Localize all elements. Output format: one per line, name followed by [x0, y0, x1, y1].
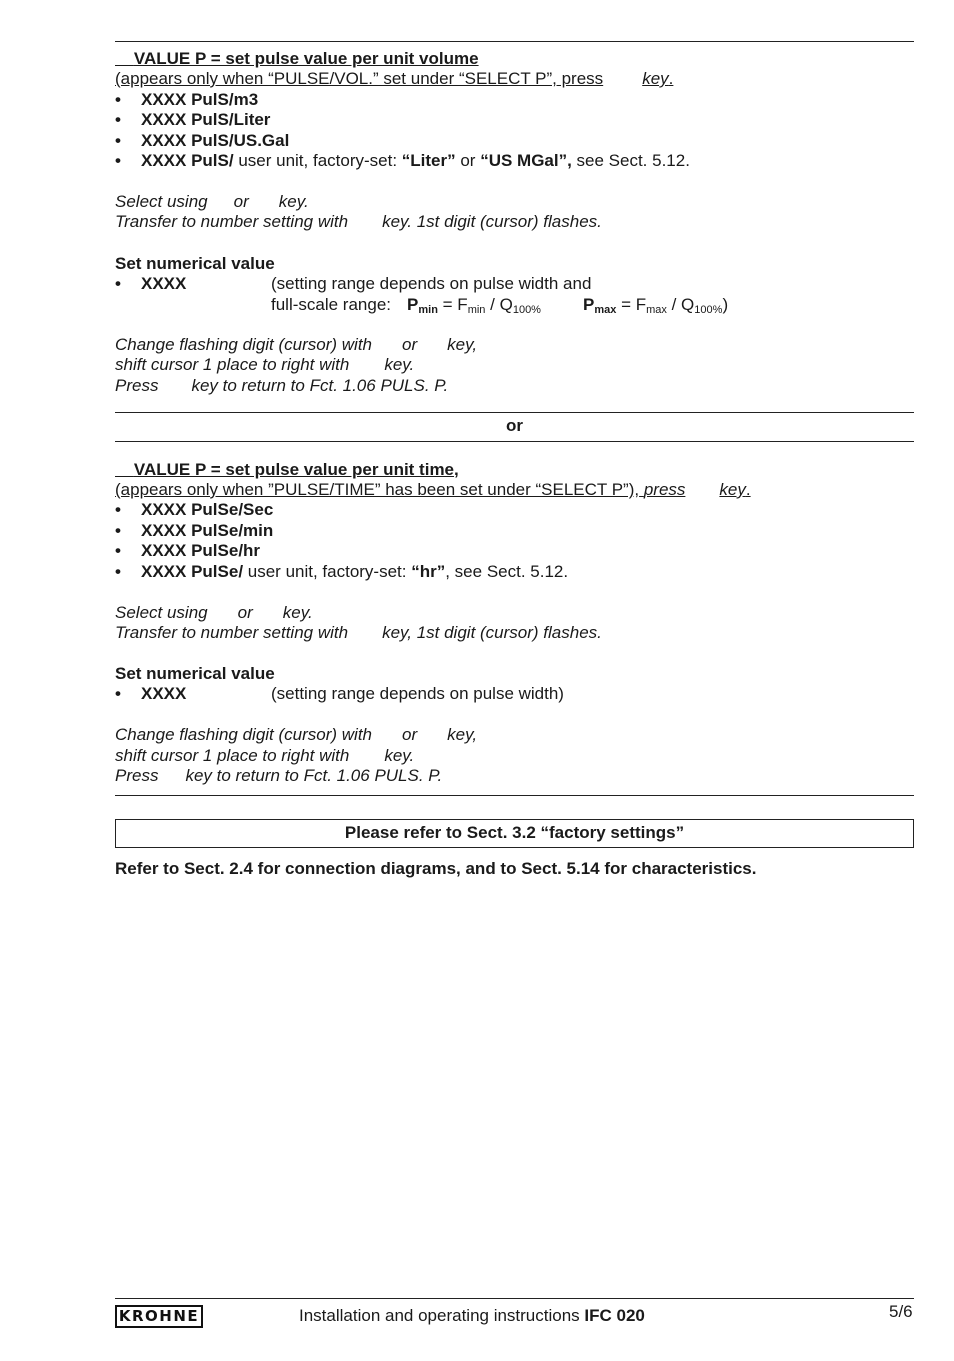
- full-scale-range-formula: full-scale range: $P_{min} = F_{min} / Q_{100\%}$ $P_{max} = F_{max} / Q_{100\%}$): [271, 295, 729, 316]
- section1-heading: VALUE P = set pulse value per unit volume: [133, 49, 479, 68]
- list-item: • XXXX: [115, 684, 187, 703]
- page-number: 5/6: [889, 1302, 913, 1321]
- transfer-instruction: Transfer to number setting with key, 1st digit (cursor) flashes.: [115, 623, 602, 642]
- list-item: • XXXX PulSe/Sec: [115, 500, 274, 519]
- shift-cursor-instruction: shift cursor 1 place to right with key.: [115, 746, 415, 765]
- list-item: • XXXX PulS/ user unit, factory-set: “Liter” or “US MGal”, see Sect. 5.12.: [115, 151, 690, 170]
- change-digit-instruction: Change flashing digit (cursor) with or key,: [115, 725, 478, 744]
- separator-rule: [115, 412, 914, 413]
- factory-settings-notice: Please refer to Sect. 3.2 “factory settings”: [115, 819, 914, 848]
- list-item: • XXXX: [115, 274, 187, 293]
- section2-appears-note: (appears only when ”PULSE/TIME” has been set under “SELECT P”), press key.: [115, 480, 751, 499]
- setting-range-note: (setting range depends on pulse width and: [271, 274, 592, 293]
- section2-heading: VALUE P = set pulse value per unit time,: [133, 460, 459, 479]
- krohne-logo: KROHNE: [115, 1305, 203, 1328]
- footer-title: Installation and operating instructions IFC 020: [299, 1306, 645, 1325]
- press-return-instruction: Press key to return to Fct. 1.06 PULS. P.: [115, 376, 449, 395]
- select-instruction: Select using or key.: [115, 603, 313, 622]
- or-separator: or: [506, 416, 523, 435]
- list-item: • XXXX PulSe/hr: [115, 541, 261, 560]
- refer-note: Refer to Sect. 2.4 for connection diagrams, and to Sect. 5.14 for characteristics.: [115, 859, 757, 878]
- change-digit-instruction: Change flashing digit (cursor) with or key,: [115, 335, 478, 354]
- top-rule: [115, 41, 914, 42]
- set-value-heading: Set numerical value: [115, 254, 275, 273]
- footer-rule: [115, 1298, 914, 1299]
- press-return-instruction: Press key to return to Fct. 1.06 PULS. P.: [115, 766, 443, 785]
- setting-range-note: (setting range depends on pulse width): [271, 684, 564, 703]
- list-item: • XXXX PulSe/min: [115, 521, 274, 540]
- list-item: • XXXX PulS/US.Gal: [115, 131, 290, 150]
- list-item: • XXXX PulSe/ user unit, factory-set: “hr”, see Sect. 5.12.: [115, 562, 569, 581]
- set-value-heading: Set numerical value: [115, 664, 275, 683]
- list-item: • XXXX PulS/Liter: [115, 110, 271, 129]
- separator-rule: [115, 441, 914, 442]
- transfer-instruction: Transfer to number setting with key. 1st digit (cursor) flashes.: [115, 212, 602, 231]
- separator-rule: [115, 795, 914, 796]
- section1-appears-note: (appears only when “PULSE/VOL.” set under “SELECT P”, press key.: [115, 69, 674, 88]
- shift-cursor-instruction: shift cursor 1 place to right with key.: [115, 355, 415, 374]
- select-instruction: Select using or key.: [115, 192, 309, 211]
- list-item: • XXXX PulS/m3: [115, 90, 259, 109]
